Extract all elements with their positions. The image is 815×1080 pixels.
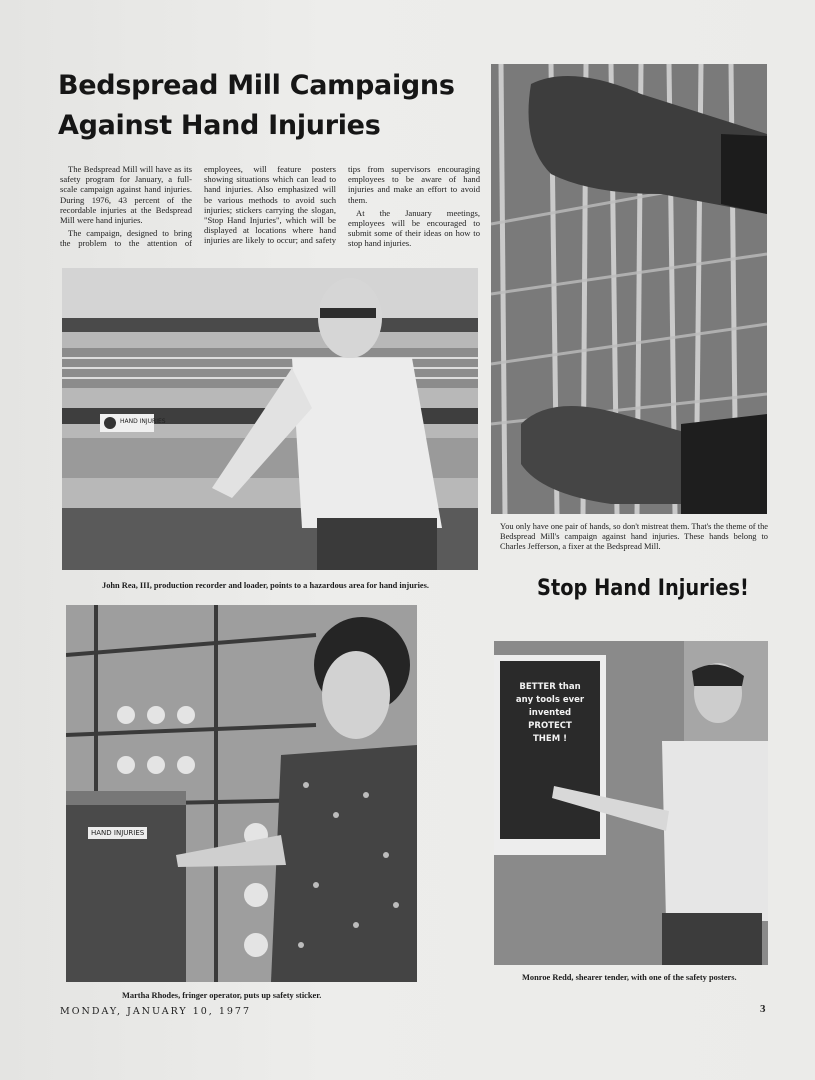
sticker-label: HAND INJURIES — [120, 418, 166, 425]
headline — [58, 66, 488, 146]
hands-photo — [491, 64, 767, 514]
safety-poster — [508, 681, 592, 746]
poster-line: PROTECT — [528, 721, 572, 731]
page-number: 3 — [760, 1003, 766, 1015]
article-body — [60, 164, 480, 264]
rea-photo — [62, 268, 478, 570]
headline-line-1: Bedspread Mill Campaigns — [58, 70, 455, 101]
headline-line-2: Against Hand Injuries — [58, 110, 381, 141]
issue-date: MONDAY, JANUARY 10, 1977 — [60, 1006, 252, 1017]
redd-caption: Monroe Redd, shearer tender, with one of the safety posters. — [522, 973, 737, 982]
hands-caption: You only have one pair of hands, so don't mistreat them. That's the theme of the Bedspread Mill's campaign against hand injuries. These hands belong to Charles Jefferson, a fixer at the Bedspread Mill. — [500, 522, 768, 551]
article-paragraph: The campaign, designed to bring the problem to the attention of employees, will feature posters showing situations which can lead to hand injuries. Also emphasized will be various methods to avoid such injuries; stickers carrying the slogan, "Stop Hand Injuries", which will be displayed at locations where hand injuries are likely to occur; and safety tips from supervisors encouraging employees to be aware of hand injuries and make an effort to avoid them. — [60, 164, 480, 249]
article-paragraph: At the January meetings, employees will be encouraged to submit some of their ideas on how to stop hand injuries. — [348, 207, 480, 249]
poster-line: invented — [528, 708, 572, 718]
slogan: Stop Hand Injuries! — [537, 576, 749, 601]
article-paragraph: The Bedspread Mill will have as its safety program for January, a full-scale campaign against hand injuries. During 1976, 43 percent of the recordable injuries at the Bedspread Mill were hand injuries. — [60, 164, 192, 226]
rhodes-caption: Martha Rhodes, fringer operator, puts up safety sticker. — [122, 991, 322, 1000]
redd-photo — [494, 641, 768, 965]
sticker-label: HAND INJURIES — [88, 827, 147, 839]
rea-caption: John Rea, III, production recorder and loader, points to a hazardous area for hand injuries. — [102, 581, 429, 590]
rhodes-photo — [66, 605, 417, 982]
poster-line: any tools ever — [515, 695, 585, 705]
poster-line: BETTER than — [519, 682, 581, 692]
poster-line: THEM ! — [532, 734, 567, 744]
